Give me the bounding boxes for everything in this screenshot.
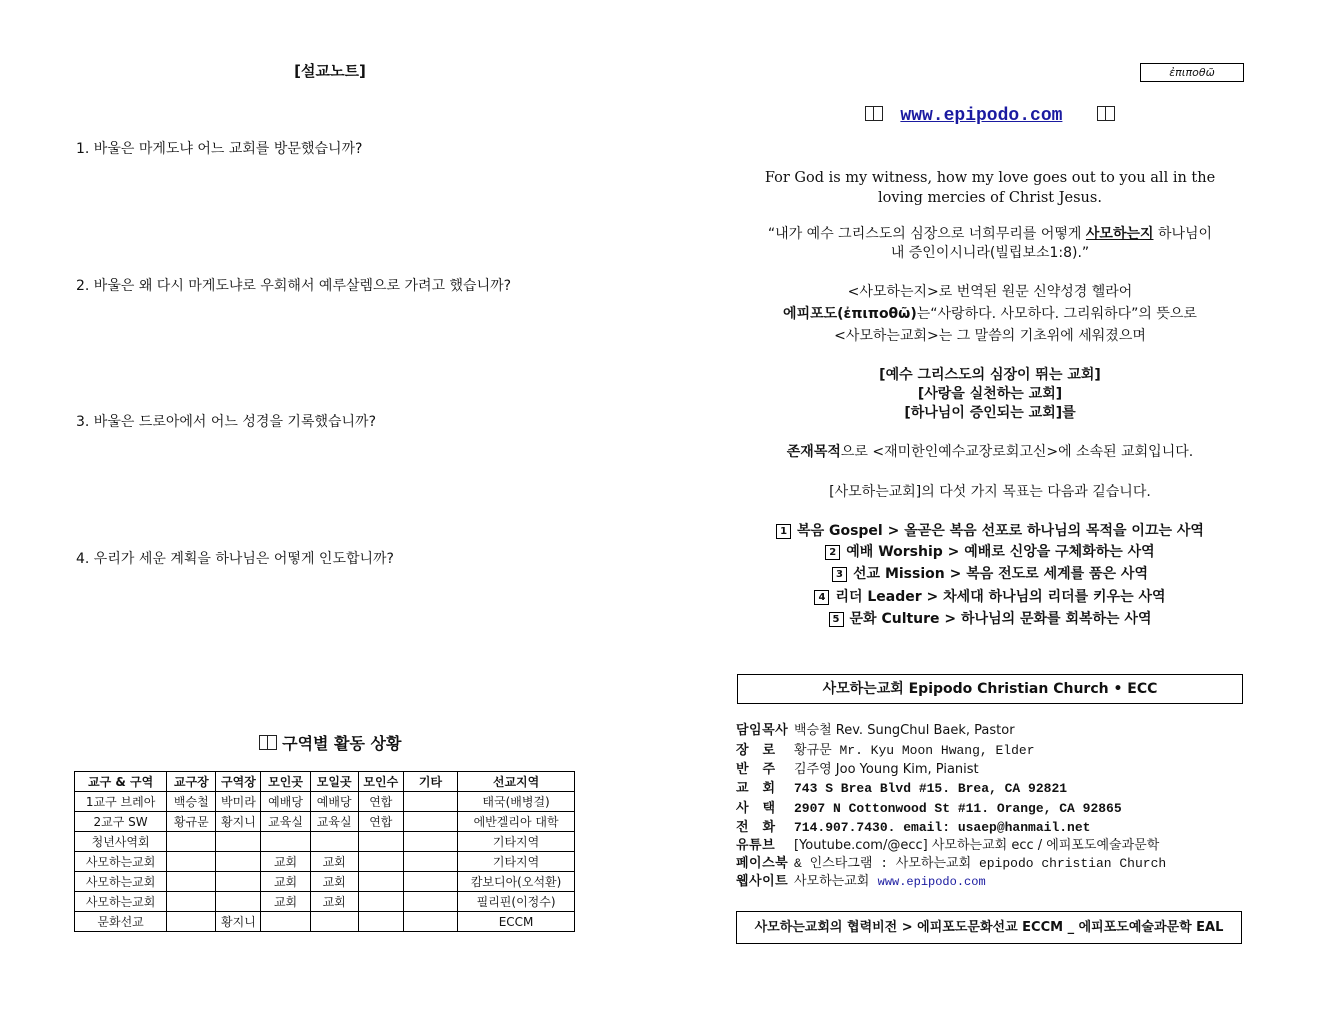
table-cell [167, 892, 216, 912]
info-facebook: 페이스북 & 인스타그램 : 사모하는교회 epipodo christian Church [736, 856, 1167, 871]
table-row [75, 852, 575, 872]
table-cell: 황규문 [167, 812, 216, 832]
table-cell [167, 832, 216, 852]
table-cell: 기타지역 [458, 852, 575, 872]
book-icon [1097, 106, 1115, 121]
goal-1: 1 복음 Gospel > 올곧은 복음 선포로 하나님의 목적을 이끄는 사역 [736, 520, 1244, 542]
table-cell: 교회 [310, 852, 358, 872]
info-church-address: 교 회 743 S Brea Blvd #15. Brea, CA 92821 [736, 781, 1068, 796]
table-cell [310, 912, 358, 932]
meaning-line-3: <사모하는교회>는 그 말씀의 기초위에 세워졌으며 [834, 328, 1146, 344]
table-cell: 교회 [261, 852, 310, 872]
table-cell: 교육실 [261, 812, 310, 832]
meaning-definition: 는“사랑하다. 사모하다. 그리워하다”의 뜻으로 [916, 306, 1197, 322]
table-cell: 교회 [310, 872, 358, 892]
table-cell: 사모하는교회 [75, 872, 167, 892]
meaning-epipodo: 에피포도(ἐπιποθῶ) [783, 306, 917, 322]
goal-2: 2 예배 Worship > 예배로 신앙을 구체화하는 사역 [736, 541, 1244, 563]
table-cell: 2교구 SW [75, 812, 167, 832]
mission-line-1: [예수 그리스도의 심장이 뛰는 교회] [879, 367, 1101, 383]
website-footer-link[interactable]: www.epipodo.com [877, 875, 986, 889]
table-row [75, 872, 575, 892]
table-cell [358, 872, 403, 892]
verse-korean-part3: 하나님이 [1153, 226, 1213, 242]
table-cell: 황지니 [216, 812, 261, 832]
table-cell [358, 852, 403, 872]
table-cell: 사모하는교회 [75, 852, 167, 872]
verse-korean-line2: 내 증인이시니라(빌립보소1:8).” [890, 245, 1090, 261]
table-row [75, 892, 575, 912]
question-4: 4. 우리가 세운 계획을 하나님은 어떻게 인도합니까? [76, 551, 394, 567]
table-cell [261, 912, 310, 932]
mission-line-3: [하나님이 증인되는 교회]를 [904, 405, 1076, 421]
table-cell: 태국(배병걸) [458, 792, 575, 812]
goal-4: 4 리더 Leader > 차세대 하나님의 리더를 키우는 사역 [736, 586, 1244, 608]
activity-title-text: 구역별 활동 상황 [282, 734, 402, 753]
purpose-label: 존재목적 [786, 444, 841, 460]
info-youtube: 유튜브 [Youtube.com/@ecc] 사모하는교회 ecc / 에피포도예술과문학 [736, 838, 1160, 853]
question-1: 1. 바울은 마게도냐 어느 교회를 방문했습니까? [76, 141, 363, 157]
info-parsonage-address: 사 택 2907 N Cottonwood St #11. Orange, CA 92865 [736, 801, 1122, 816]
table-cell: 에반겔리아 대학 [458, 812, 575, 832]
table-cell [403, 872, 457, 892]
table-cell [216, 832, 261, 852]
table-cell [403, 852, 457, 872]
table-cell: 예배당 [310, 792, 358, 812]
info-pastor: 담임목사 백승철 Rev. SungChul Baek, Pastor [736, 723, 1015, 738]
info-elder: 장 로 황규문 Mr. Kyu Moon Hwang, Elder [736, 743, 1035, 758]
table-cell: 교회 [310, 892, 358, 912]
table-cell [403, 892, 457, 912]
purpose-line [736, 443, 1244, 462]
table-cell [403, 912, 457, 932]
table-cell [216, 852, 261, 872]
table-row [75, 792, 575, 812]
question-3: 3. 바울은 드로아에서 어느 성경을 기록했습니까? [76, 414, 376, 430]
table-cell: 연합 [358, 792, 403, 812]
question-2: 2. 바울은 왜 다시 마게도냐로 우회해서 예루살렘으로 가려고 했습니까? [76, 278, 512, 294]
table-row [75, 812, 575, 832]
table-cell: 백승철 [167, 792, 216, 812]
table-cell: 1교구 브레아 [75, 792, 167, 812]
greek-word-box: ἐπιποθῶ [1140, 63, 1244, 82]
table-cell: 사모하는교회 [75, 892, 167, 912]
verse-korean [736, 225, 1244, 263]
table-cell: 필리핀(이정수) [458, 892, 575, 912]
table-cell: 교육실 [310, 812, 358, 832]
table-cell [167, 872, 216, 892]
table-cell: ECCM [458, 912, 575, 932]
col-header-meeting-place: 모일곳 [310, 772, 358, 792]
col-header-mission-area: 선교지역 [458, 772, 575, 792]
table-cell: 청년사역회 [75, 832, 167, 852]
table-cell [403, 832, 457, 852]
table-cell [261, 832, 310, 852]
verse-english: For God is my witness, how my love goes out to you all in the loving mercies of Christ Jesus. [764, 170, 1216, 206]
table-cell [167, 912, 216, 932]
table-cell [403, 792, 457, 812]
info-pianist: 반 주 김주영 Joo Young Kim, Pianist [736, 762, 979, 777]
table-cell: 캄보디아(오석환) [458, 872, 575, 892]
table-cell [216, 872, 261, 892]
table-cell: 문화선교 [75, 912, 167, 932]
goals-intro: [사모하는교회]의 다섯 가지 목표는 다음과 깉습니다. [829, 484, 1151, 500]
verse-korean-highlight: 사모하는지 [1085, 226, 1154, 242]
table-header-row [75, 772, 575, 792]
col-header-cell-leader: 구역장 [216, 772, 261, 792]
activity-section-title [0, 731, 660, 754]
table-cell [358, 832, 403, 852]
table-cell [358, 912, 403, 932]
activity-table [74, 771, 575, 932]
info-website: 웹사이트 사모하는교회 www.epipodo.com [736, 874, 986, 889]
table-cell: 교회 [261, 872, 310, 892]
church-name-box: 사모하는교회 Epipodo Christian Church • ECC [737, 674, 1243, 704]
table-cell [167, 852, 216, 872]
meaning-line-2 [736, 305, 1244, 324]
mission-line-2: [사랑을 실천하는 교회] [917, 386, 1063, 402]
meaning-line-1: <사모하는지>로 번역된 원문 신약성경 헬라어 [847, 284, 1133, 300]
table-cell: 교회 [261, 892, 310, 912]
table-cell [310, 832, 358, 852]
col-header-attendance: 모인수 [358, 772, 403, 792]
table-row [75, 832, 575, 852]
purpose-text: 으로 <재미한인예수교장로회고신>에 소속된 교회입니다. [840, 444, 1194, 460]
book-icon [865, 106, 883, 121]
verse-korean-part1: “내가 예수 그리스도의 심장으로 너희무리를 어떻게 [767, 226, 1086, 242]
col-header-district: 교구 & 구역 [75, 772, 167, 792]
table-cell: 예배당 [261, 792, 310, 812]
table-cell [216, 892, 261, 912]
col-header-met-place: 모인곳 [261, 772, 310, 792]
info-phone-email: 전 화 714.907.7430. email: usaep@hanmail.net [736, 820, 1091, 835]
table-cell [403, 812, 457, 832]
table-cell: 황지니 [216, 912, 261, 932]
website-header [736, 104, 1244, 126]
table-cell: 박미라 [216, 792, 261, 812]
col-header-district-leader: 교구장 [167, 772, 216, 792]
goal-3: 3 선교 Mission > 복음 전도로 세계를 품은 사역 [736, 563, 1244, 585]
table-cell: 기타지역 [458, 832, 575, 852]
website-link[interactable]: www.epipodo.com [900, 106, 1063, 126]
book-icon [259, 735, 277, 750]
vision-box: 사모하는교회의 협력비전 > 에피포도문화선교 ECCM _ 에피포도예술과문학 EAL [736, 911, 1242, 944]
col-header-other: 기타 [403, 772, 457, 792]
table-cell: 연합 [358, 812, 403, 832]
sermon-note-title: [설교노트] [294, 62, 366, 80]
goal-5: 5 문화 Culture > 하나님의 문화를 회복하는 사역 [736, 608, 1244, 630]
table-row [75, 912, 575, 932]
table-cell [358, 892, 403, 912]
